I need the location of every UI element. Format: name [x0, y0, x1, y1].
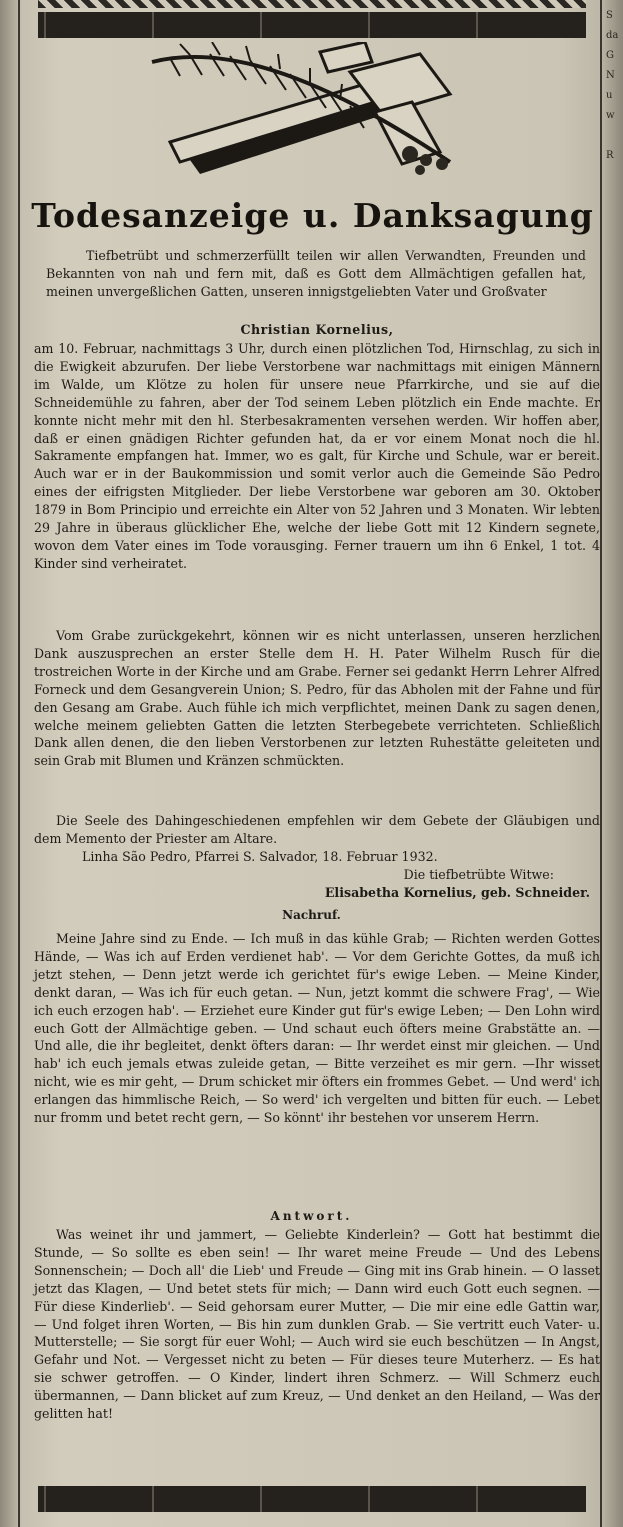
page-title: Todesanzeige u. Danksagung — [31, 196, 594, 235]
top-ornament-border — [38, 0, 586, 8]
adjacent-column-fragment: S da G N u w R — [606, 10, 619, 161]
place-date: Linha São Pedro, Pfarrei S. Salvador, 18. Februar 1932. — [82, 849, 438, 864]
widow-label: Die tiefbetrübte Witwe: — [403, 867, 554, 882]
antwort-heading: Antwort. — [270, 1209, 353, 1223]
thanks-paragraph: Vom Grabe zurückgekehrt, können wir es nicht unterlassen, unseren herzlichen Dank auszusprechen an erster Stelle dem H. H. Pater Wilhelm Rusch für die trostreichen Worte in der Kirche und am Grabe. Ferner sei gedankt Herrn Lehrer Alfred Forneck und dem Gesangverein Union; S. Pedro, für das Abholen mit der Fahne und für den Gesang am Grabe. Auch fühle ich mich verpflichtet, meinen Dank zu sagen denen, welche meinem geliebten Gatten die letzten Sterbegebete verrichteten. Schließlich Dank allen denen, die den lieben Verstorbenen zur letzten Ruhestätte geleiteten und sein Grab mit Blumen und Kränzen schmückten. — [34, 628, 600, 769]
column-rule-left — [18, 0, 20, 1527]
top-ornament-bar — [38, 12, 586, 38]
bottom-ornament-bar — [38, 1486, 586, 1512]
widow-name: Elisabetha Kornelius, geb. Schneider. — [324, 885, 590, 900]
column-rule-right — [600, 0, 602, 1527]
prayer-paragraph: Die Seele des Dahingeschiedenen empfehlen wir dem Gebete der Gläubigen und dem Memento der Priester am Altare. — [34, 813, 600, 846]
deceased-name: Christian Kornelius, — [240, 322, 394, 337]
nachruf-poem: Meine Jahre sind zu Ende. — Ich muß in das kühle Grab; — Richten werden Gottes Hände, — Was ich auf Erden verdienet hab'. — Vor dem Gerichte Gottes, da muß ich jetzt stehen, — Denn jetzt werde ich gerichtet für's ewige Leben. — Meine Kinder, denkt daran, — Was ich für euch getan. — Nun, jetzt kommt die schwere Frag', — Wie ich euch erzogen hab'. — Erziehet eure Kinder gut für's ewige Leben; — Den Lohn wird euch Gott der Allmächtige geben. — Und schaut euch öfters meine Grabstätte an. — Und alle, die ihr begleitet, denkt öfters daran: — Ihr werdet einst mir gleichen. — Und hab' ich euch jemals etwas zuleide getan, — Bitte verzeihet es mir gern. —Ihr wisset nicht, wie es mir geht, — Drum schicket mir öfters ein frommes Gebet. — Und werd' ich erlangen das himmlische Reich, — So werd' ich vergelten und bitten für euch. — Lebet nur fromm und betet recht gern, — So könnt' ihr bestehen vor unserem Herrn. — [34, 931, 600, 1126]
obituary-paragraph: am 10. Februar, nachmittags 3 Uhr, durch einen plötzlichen Tod, Hirnschlag, zu sich in die Ewigkeit abzurufen. Der liebe Verstorbene war nachmittags mit einigen Männern im Walde, um Klötze zu holen für unsere neue Pfarrkirche, und sie auf die Schneidemühle zu fahren, aber der Tod seinem Leben plötzlich ein Ende machte. Er konnte nicht mehr mit den hl. Sterbesakramenten versehen werden. Wir hoffen aber, daß er einen gnädigen Richter gefunden hat, da er vor einem Monat noch die hl. Sakramente empfangen hat. Immer, wo es galt, für Kirche und Schule, war er bereit. Auch war er in der Baukommission und somit verlor auch die Gemeinde São Pedro eines der eifrigsten Mitglieder. Der liebe Verstorbene war geboren am 30. Oktober 1879 in Bom Principio und erreichte ein Alter von 52 Jahren und 3 Monaten. Wir lebten 29 Jahre in überaus glücklicher Ehe, welche der liebe Gott mit 12 Kindern segnete, wovon dem Vater eines im Tode vorausging. Ferner trauern um ihn 6 Enkel, 1 tot. 4 Kinder sind verheiratet. — [34, 341, 600, 571]
intro-paragraph: Tiefbetrübt und schmerzerfüllt teilen wir allen Verwandten, Freunden und Bekannten von nah und fern mit, daß es Gott dem Allmächtigen gefallen hat, meinen unvergeßlichen Gatten, unseren innigstgeliebten Vater und Großvater — [46, 248, 586, 299]
nachruf-heading: Nachruf. — [282, 908, 341, 922]
antwort-poem: Was weinet ihr und jammert, — Geliebte Kinderlein? — Gott hat bestimmt die Stunde, — So sollte es eben sein! — Ihr waret meine Freude — Und des Lebens Sonnenschein; — Doch all' die Lieb' und Freude — Ging mit ins Grab hinein. — O lasset jetzt das Klagen, — Und betet stets für mich; — Dann wird euch Gott euch segnen. — Für diese Kinderlieb'. — Seid gehorsam eurer Mutter, — Die mir eine edle Gattin war, — Und folget ihren Worten, — Bis hin zum dunklen Grab. — Sie vertritt euch Vater- u. Mutterstelle; — Sie sorgt für euer Wohl; — Auch wird sie euch beschützen — In Angst, Gefahr und Not. — Vergesset nicht zu beten — Für dieses teure Muterherz. — Es hat sie schwer getroffen. — O Kinder, lindert ihren Schmerz. — Will Schmerz euch übermannen, — Dann blicket auf zum Kreuz, — Und denket an den Heiland, — Was der gelitten hat! — [34, 1227, 600, 1422]
cross-and-palm-icon — [150, 42, 480, 182]
